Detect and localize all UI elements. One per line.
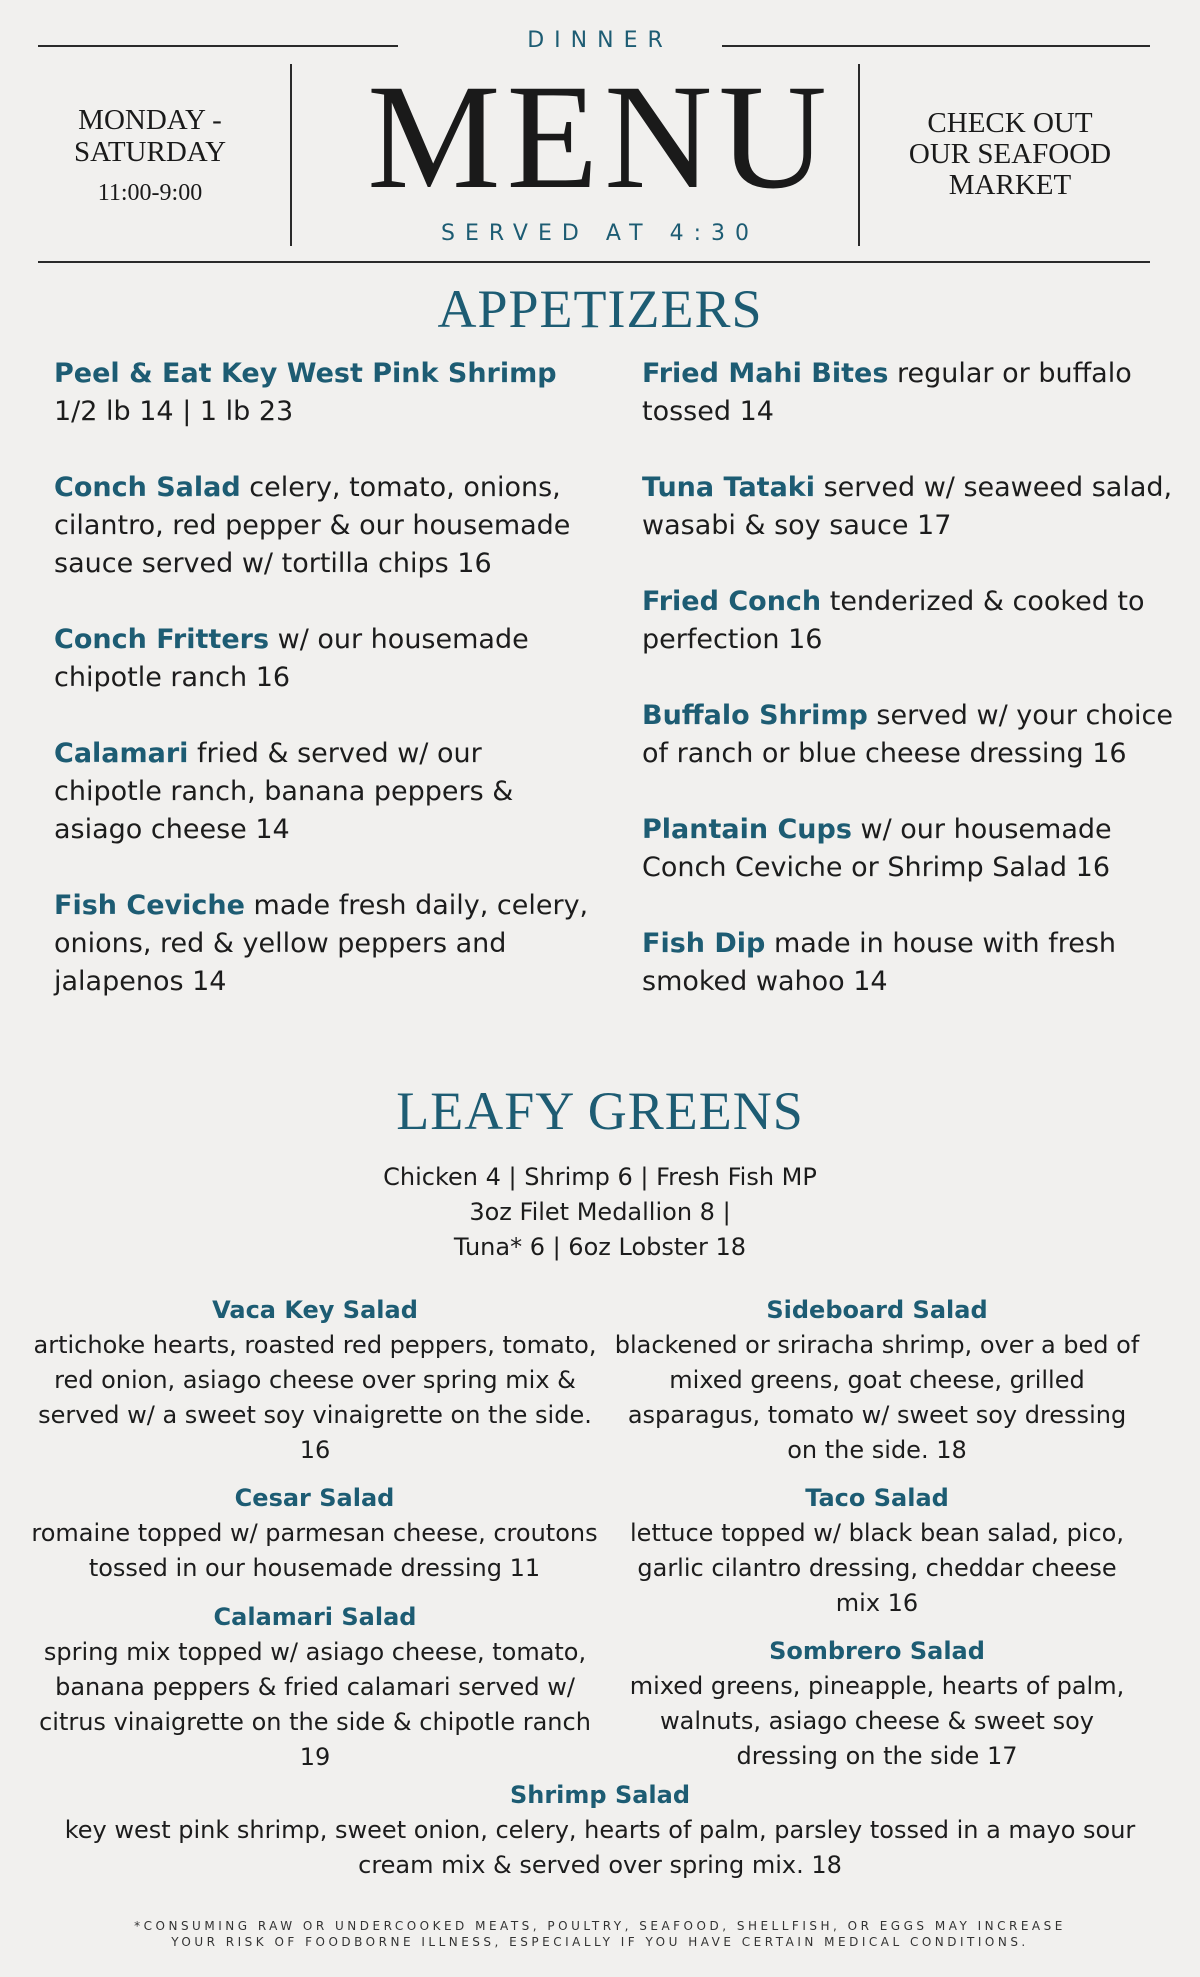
appetizers-title: APPETIZERS [437, 279, 763, 339]
open-days [40, 104, 260, 168]
item-name: Conch Salad [54, 472, 241, 503]
item-name: Peel & Eat Key West Pink Shrimp [54, 358, 557, 389]
salad-desc: mixed greens, pineapple, hearts of palm, walnuts, asiago cheese & sweet soy dressing on the side 17 [629, 1672, 1125, 1770]
salad-item-calamari [30, 1600, 600, 1775]
header-bottom-rule [38, 261, 1150, 263]
open-days-line2: SATURDAY [73, 136, 227, 168]
menu-item [642, 469, 1182, 545]
header-divider-left [290, 64, 292, 246]
leafy-greens-title: LEAFY GREENS [396, 1081, 804, 1141]
salad-item-shrimp [40, 1778, 1160, 1883]
salad-item-taco [612, 1481, 1142, 1621]
open-hours: 11:00-9:00 [97, 180, 203, 206]
item-name: Fish Dip [642, 928, 766, 959]
menu-item [642, 925, 1182, 1001]
salad-name: Sideboard Salad [766, 1296, 988, 1324]
salad-item-sideboard [612, 1293, 1142, 1468]
salad-name: Vaca Key Salad [212, 1296, 418, 1324]
menu-item [54, 887, 594, 1001]
protein-addons [0, 1160, 1200, 1265]
served-time: SERVED AT 4:30 [440, 221, 759, 246]
item-desc: regular or buffalo tossed 14 [642, 358, 1132, 427]
open-days-line1: MONDAY - [78, 104, 222, 136]
item-desc: w/ our housemade Conch Ceviche or Shrimp Salad 16 [642, 814, 1112, 883]
item-name: Fish Ceviche [54, 890, 245, 921]
item-desc: served w/ seaweed salad, wasabi & soy sauce 17 [642, 472, 1173, 541]
salad-desc: blackened or sriracha shrimp, over a bed of mixed greens, goat cheese, grilled asparagus, tomato w/ sweet soy dressing on the side. 18 [614, 1331, 1140, 1464]
item-desc: tenderized & cooked to perfection 16 [642, 586, 1145, 655]
salad-desc: lettuce topped w/ black bean salad, pico, garlic cilantro dressing, cheddar cheese mix 16 [630, 1519, 1124, 1617]
menu-item [54, 355, 594, 431]
menu-item [54, 621, 594, 697]
appetizers-right-column [642, 355, 1182, 1039]
disclaimer-line-1: *CONSUMING RAW OR UNDERCOOKED MEATS, POULTRY, SEAFOOD, SHELLFISH, OR EGGS MAY INCREASE [134, 1919, 1066, 1933]
item-name: Conch Fritters [54, 624, 270, 655]
salad-desc: romaine topped w/ parmesan cheese, croutons tossed in our housemade dressing 11 [31, 1519, 598, 1582]
menu-item [642, 355, 1182, 431]
menu-item [642, 811, 1182, 887]
salad-desc: artichoke hearts, roasted red peppers, tomato, red onion, asiago cheese over spring mix & served w/ a sweet soy vinaigrette on the side. 16 [33, 1331, 597, 1464]
dinner-label: DINNER [527, 28, 673, 53]
salad-desc: spring mix topped w/ asiago cheese, tomato, banana peppers & fried calamari served w/ citrus vinaigrette on the side & chipotle ranch 19 [39, 1638, 591, 1771]
item-desc: made fresh daily, celery, onions, red & yellow peppers and jalapenos 14 [54, 890, 589, 997]
item-desc: made in house with fresh smoked wahoo 14 [642, 928, 1117, 997]
market-line-1: CHECK OUT [927, 107, 1093, 139]
item-desc: 1/2 lb 14 | 1 lb 23 [54, 396, 294, 427]
appetizers-left-column [54, 355, 594, 1039]
salad-item-vaca-key [30, 1293, 600, 1468]
addons-line-2: 3oz Filet Medallion 8 | [469, 1198, 731, 1226]
item-name: Calamari [54, 738, 189, 769]
menu-item [642, 697, 1182, 773]
market-line-3: MARKET [948, 169, 1072, 201]
menu-item [642, 583, 1182, 659]
header-top-rule-left [38, 45, 398, 47]
item-desc: served w/ your choice of ranch or blue cheese dressing 16 [642, 700, 1173, 769]
item-name: Fried Mahi Bites [642, 358, 889, 389]
item-name: Plantain Cups [642, 814, 852, 845]
item-desc: w/ our housemade chipotle ranch 16 [54, 624, 529, 693]
menu-item [54, 469, 594, 583]
menu-title: MENU [367, 54, 833, 220]
salad-desc: key west pink shrimp, sweet onion, celery, hearts of palm, parsley tossed in a mayo sour cream mix & served over spring mix. 18 [64, 1816, 1136, 1879]
item-name: Buffalo Shrimp [642, 700, 868, 731]
item-name: Fried Conch [642, 586, 822, 617]
addons-line-3: Tuna* 6 | 6oz Lobster 18 [453, 1233, 747, 1261]
salad-item-sombrero [612, 1634, 1142, 1774]
salad-name: Calamari Salad [213, 1603, 417, 1631]
salad-name: Sombrero Salad [769, 1637, 985, 1665]
item-desc: fried & served w/ our chipotle ranch, banana peppers & asiago cheese 14 [54, 738, 514, 845]
disclaimer-line-2: YOUR RISK OF FOODBORNE ILLNESS, ESPECIALLY IF YOU HAVE CERTAIN MEDICAL CONDITIONS. [171, 1935, 1029, 1949]
addons-line-1: Chicken 4 | Shrimp 6 | Fresh Fish MP [383, 1163, 817, 1191]
seafood-market-note [880, 108, 1140, 201]
item-desc: celery, tomato, onions, cilantro, red pepper & our housemade sauce served w/ tortilla chips 16 [54, 472, 571, 579]
salad-name: Taco Salad [805, 1484, 949, 1512]
food-safety-disclaimer [60, 1918, 1140, 1950]
item-name: Tuna Tataki [642, 472, 816, 503]
salad-name: Cesar Salad [234, 1484, 395, 1512]
menu-item [54, 735, 594, 849]
market-line-2: OUR SEAFOOD [908, 138, 1112, 170]
salad-name: Shrimp Salad [509, 1781, 691, 1809]
salad-item-cesar [22, 1481, 607, 1586]
